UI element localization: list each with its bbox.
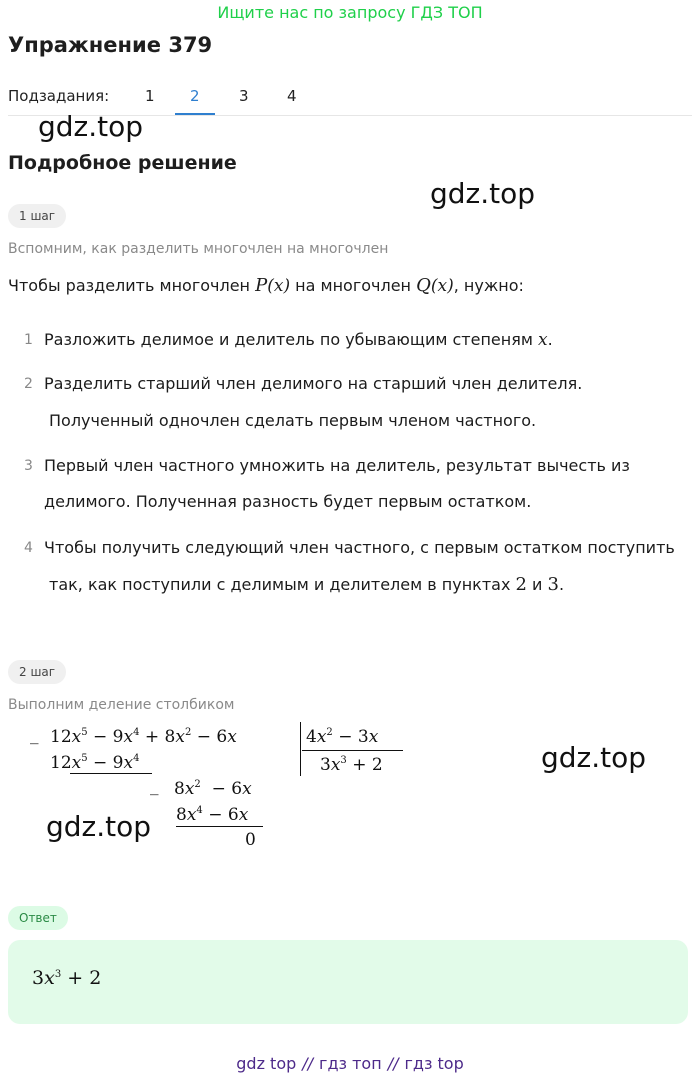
step-hint: Вспомним, как разделить многочлен на многочлен	[8, 241, 389, 257]
list-item: Чтобы получить следующий член частного, с первым остатком поступить	[44, 538, 675, 557]
list-item: Разложить делимое и делитель по убывающим степеням x.	[44, 330, 553, 350]
division-line	[70, 773, 152, 774]
minus-sign: _	[30, 725, 39, 745]
tab-subtask-1[interactable]: 1	[145, 87, 155, 105]
subtrahend-1: $12x^5 - 9x^4$	[50, 753, 140, 773]
remainder-1: $8x^2 - 6x$	[174, 779, 252, 799]
list-item: делимого. Полученная разность будет первым остатком.	[44, 492, 532, 511]
watermark: gdz.top	[38, 110, 144, 143]
list-item: Полученный одночлен сделать первым членом частного.	[49, 411, 537, 430]
footer-link[interactable]: gdz top	[236, 1054, 297, 1073]
watermark: gdz.top	[430, 177, 536, 210]
list-item: так, как поступили с делимым и делителем в пунктах 2 и 3.	[49, 574, 565, 595]
step-badge: 1 шаг	[8, 204, 66, 228]
list-item-number: 1	[24, 332, 33, 348]
minus-sign: _	[150, 776, 159, 796]
footer-link[interactable]: гдз top	[404, 1054, 464, 1073]
step-badge: 2 шаг	[8, 660, 66, 684]
watermark: gdz.top	[46, 810, 152, 843]
list-item-number: 2	[24, 376, 33, 392]
answer-box	[8, 940, 688, 1024]
footer: gdz top // гдз топ // гдз top	[236, 1054, 464, 1073]
division-line	[176, 826, 263, 827]
subtasks-label: Подзадания:	[8, 87, 110, 105]
list-item-number: 3	[24, 458, 33, 474]
tab-subtask-2[interactable]: 2	[190, 87, 200, 105]
subtrahend-2: $8x^4 - 6x$	[176, 805, 249, 825]
divisor: $4x^2 - 3x$	[306, 727, 379, 747]
answer-value: $3x^3 + 2$	[32, 967, 102, 989]
divisor-line	[302, 750, 403, 751]
division-bracket	[300, 722, 301, 776]
step-intro: Чтобы разделить многочлен P(x) на многочлен Q(x), нужно:	[8, 275, 524, 296]
footer-link[interactable]: гдз топ	[319, 1054, 382, 1073]
tab-subtask-4[interactable]: 4	[287, 87, 297, 105]
watermark: gdz.top	[541, 741, 647, 774]
page-title: Упражнение 379	[8, 33, 213, 57]
answer-badge: Ответ	[8, 906, 68, 930]
list-item-number: 4	[24, 540, 33, 556]
list-item: Разделить старший член делимого на старший член делителя.	[44, 374, 583, 393]
dividend: $12x^5 - 9x^4 + 8x^2 - 6x$	[50, 727, 237, 747]
section-title: Подробное решение	[8, 152, 237, 174]
list-item: Первый член частного умножить на делитель, результат вычесть из	[44, 456, 630, 475]
tab-subtask-3[interactable]: 3	[239, 87, 249, 105]
quotient: $3x^3 + 2$	[320, 755, 383, 775]
promo-banner: Ищите нас по запросу ГДЗ ТОП	[217, 3, 483, 22]
remainder-zero: 0	[245, 830, 256, 850]
step-hint: Выполним деление столбиком	[8, 697, 235, 713]
